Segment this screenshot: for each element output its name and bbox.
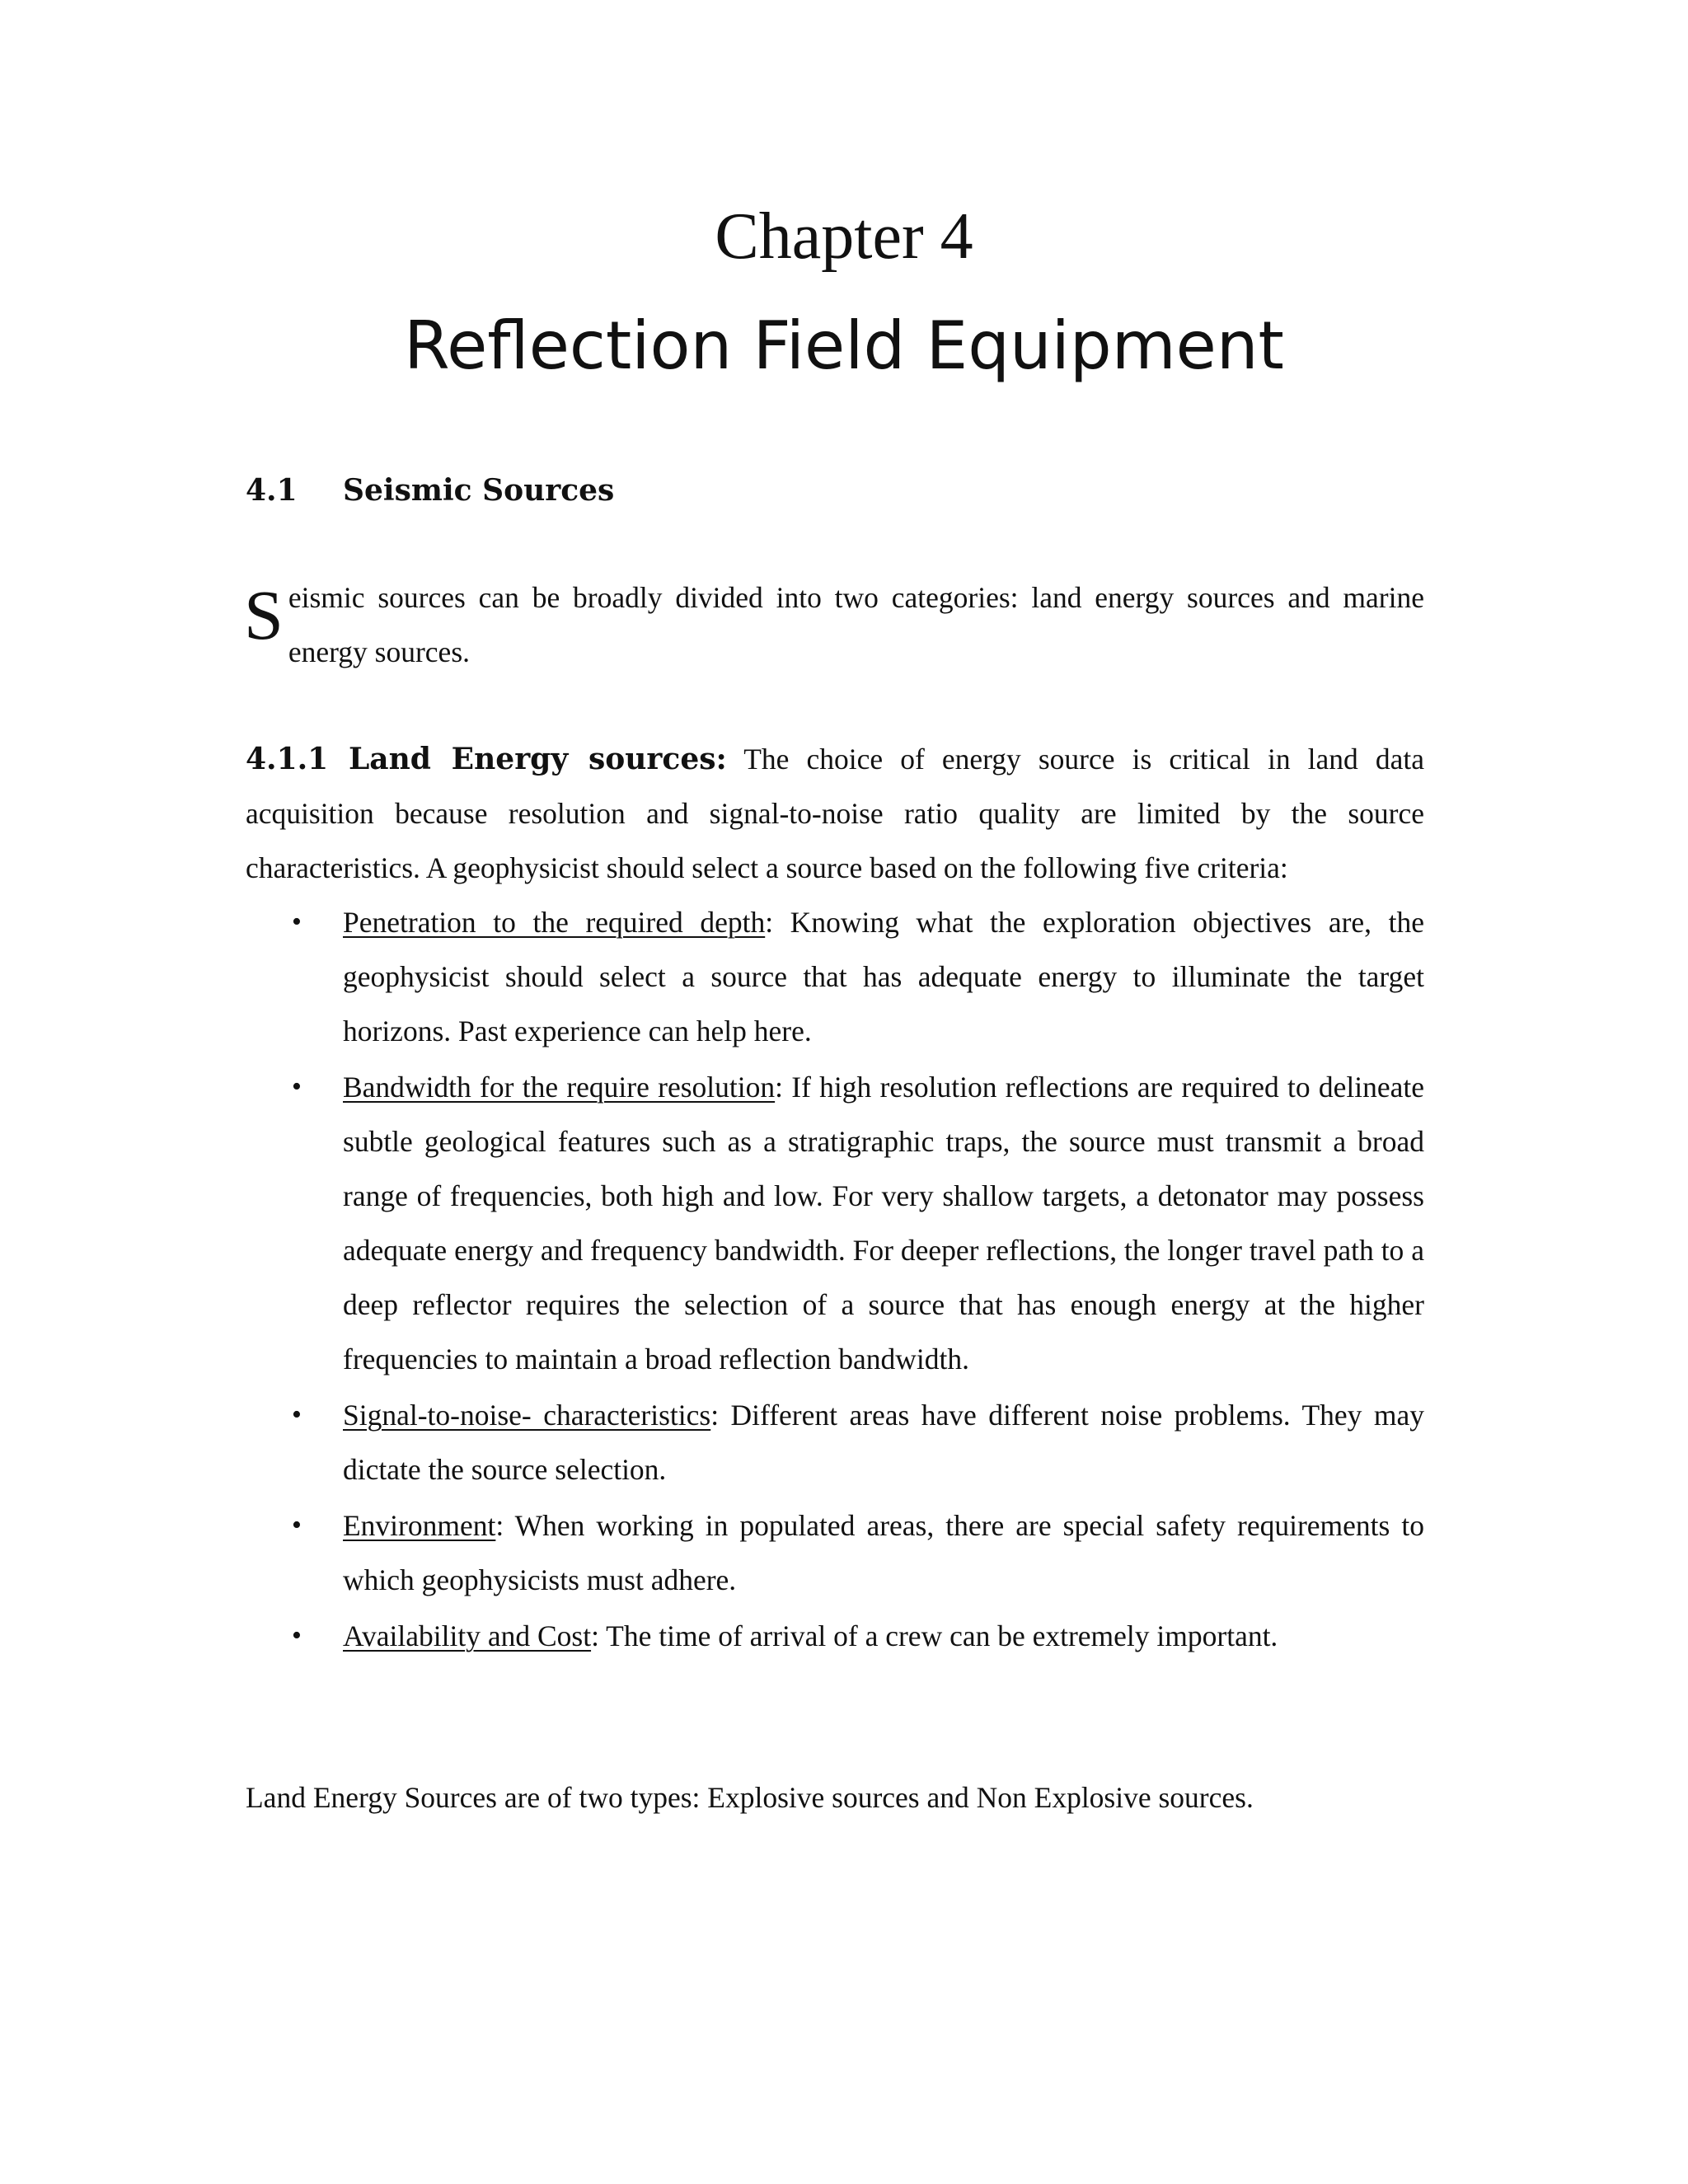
criterion-text: : When working in populated areas, there are special safety requirements to which geophysicists must adhere. xyxy=(343,1509,1424,1596)
criterion-name: Availability and Cost xyxy=(343,1619,592,1652)
subsection-text: The choice of energy source is critical in land data acquisition because resolution and signal-to-noise ratio quality are limited by the source characteristics. A geophysicist should select a source based on the following five criteria: xyxy=(246,743,1424,884)
list-item xyxy=(246,1388,1424,1497)
bullet-icon: • xyxy=(292,1620,302,1651)
section-number: 4.1 xyxy=(246,473,298,508)
chapter-title: Reflection Field Equipment xyxy=(404,307,1284,384)
criterion-text: : If high resolution reflections are required to delineate subtle geological features such as a stratigraphic traps, the source must transmit a broad range of frequencies, both high and low. For very shallow targets, a detonator may possess adequate energy and frequency bandwidth. For deeper reflections, the longer travel path to a deep reflector requires the selection of a source that has enough energy at the higher frequencies to maintain a broad reflection bandwidth. xyxy=(343,1071,1424,1376)
criterion-text: : The time of arrival of a crew can be extremely important. xyxy=(591,1619,1278,1652)
section-heading xyxy=(246,470,614,511)
bullet-icon: • xyxy=(292,1510,302,1540)
closing-paragraph: Land Energy Sources are of two types: Explosive sources and Non Explosive sources. xyxy=(246,1781,1254,1814)
criterion-name: Environment xyxy=(343,1509,496,1542)
bullet-icon: • xyxy=(292,907,302,937)
chapter-number: Chapter 4 xyxy=(715,200,973,273)
list-item xyxy=(246,895,1424,1058)
subsection-label: 4.1.1 Land Energy sources: xyxy=(246,742,727,776)
intro-text: eismic sources can be broadly divided into two categories: land energy sources and marine energy sources. xyxy=(288,581,1424,668)
criterion-name: Signal-to-noise- characteristics xyxy=(343,1399,711,1432)
intro-paragraph xyxy=(246,570,1424,679)
criterion-name: Penetration to the required depth xyxy=(343,906,766,939)
criterion-text: : Knowing what the exploration objectives are, the geophysicist should select a source that has adequate energy to illuminate the target horizons. Past experience can help here. xyxy=(343,906,1424,1047)
criteria-list xyxy=(246,895,1424,1665)
drop-cap: S xyxy=(244,575,284,654)
list-item xyxy=(246,1609,1424,1663)
bullet-icon: • xyxy=(292,1071,302,1102)
criterion-text: : Different areas have different noise problems. They may dictate the source selection. xyxy=(343,1399,1424,1486)
subsection-paragraph xyxy=(246,732,1424,895)
criterion-name: Bandwidth for the require resolution xyxy=(343,1071,776,1104)
bullet-icon: • xyxy=(292,1399,302,1430)
section-title: Seismic Sources xyxy=(343,473,615,508)
list-item xyxy=(246,1060,1424,1386)
list-item xyxy=(246,1498,1424,1607)
